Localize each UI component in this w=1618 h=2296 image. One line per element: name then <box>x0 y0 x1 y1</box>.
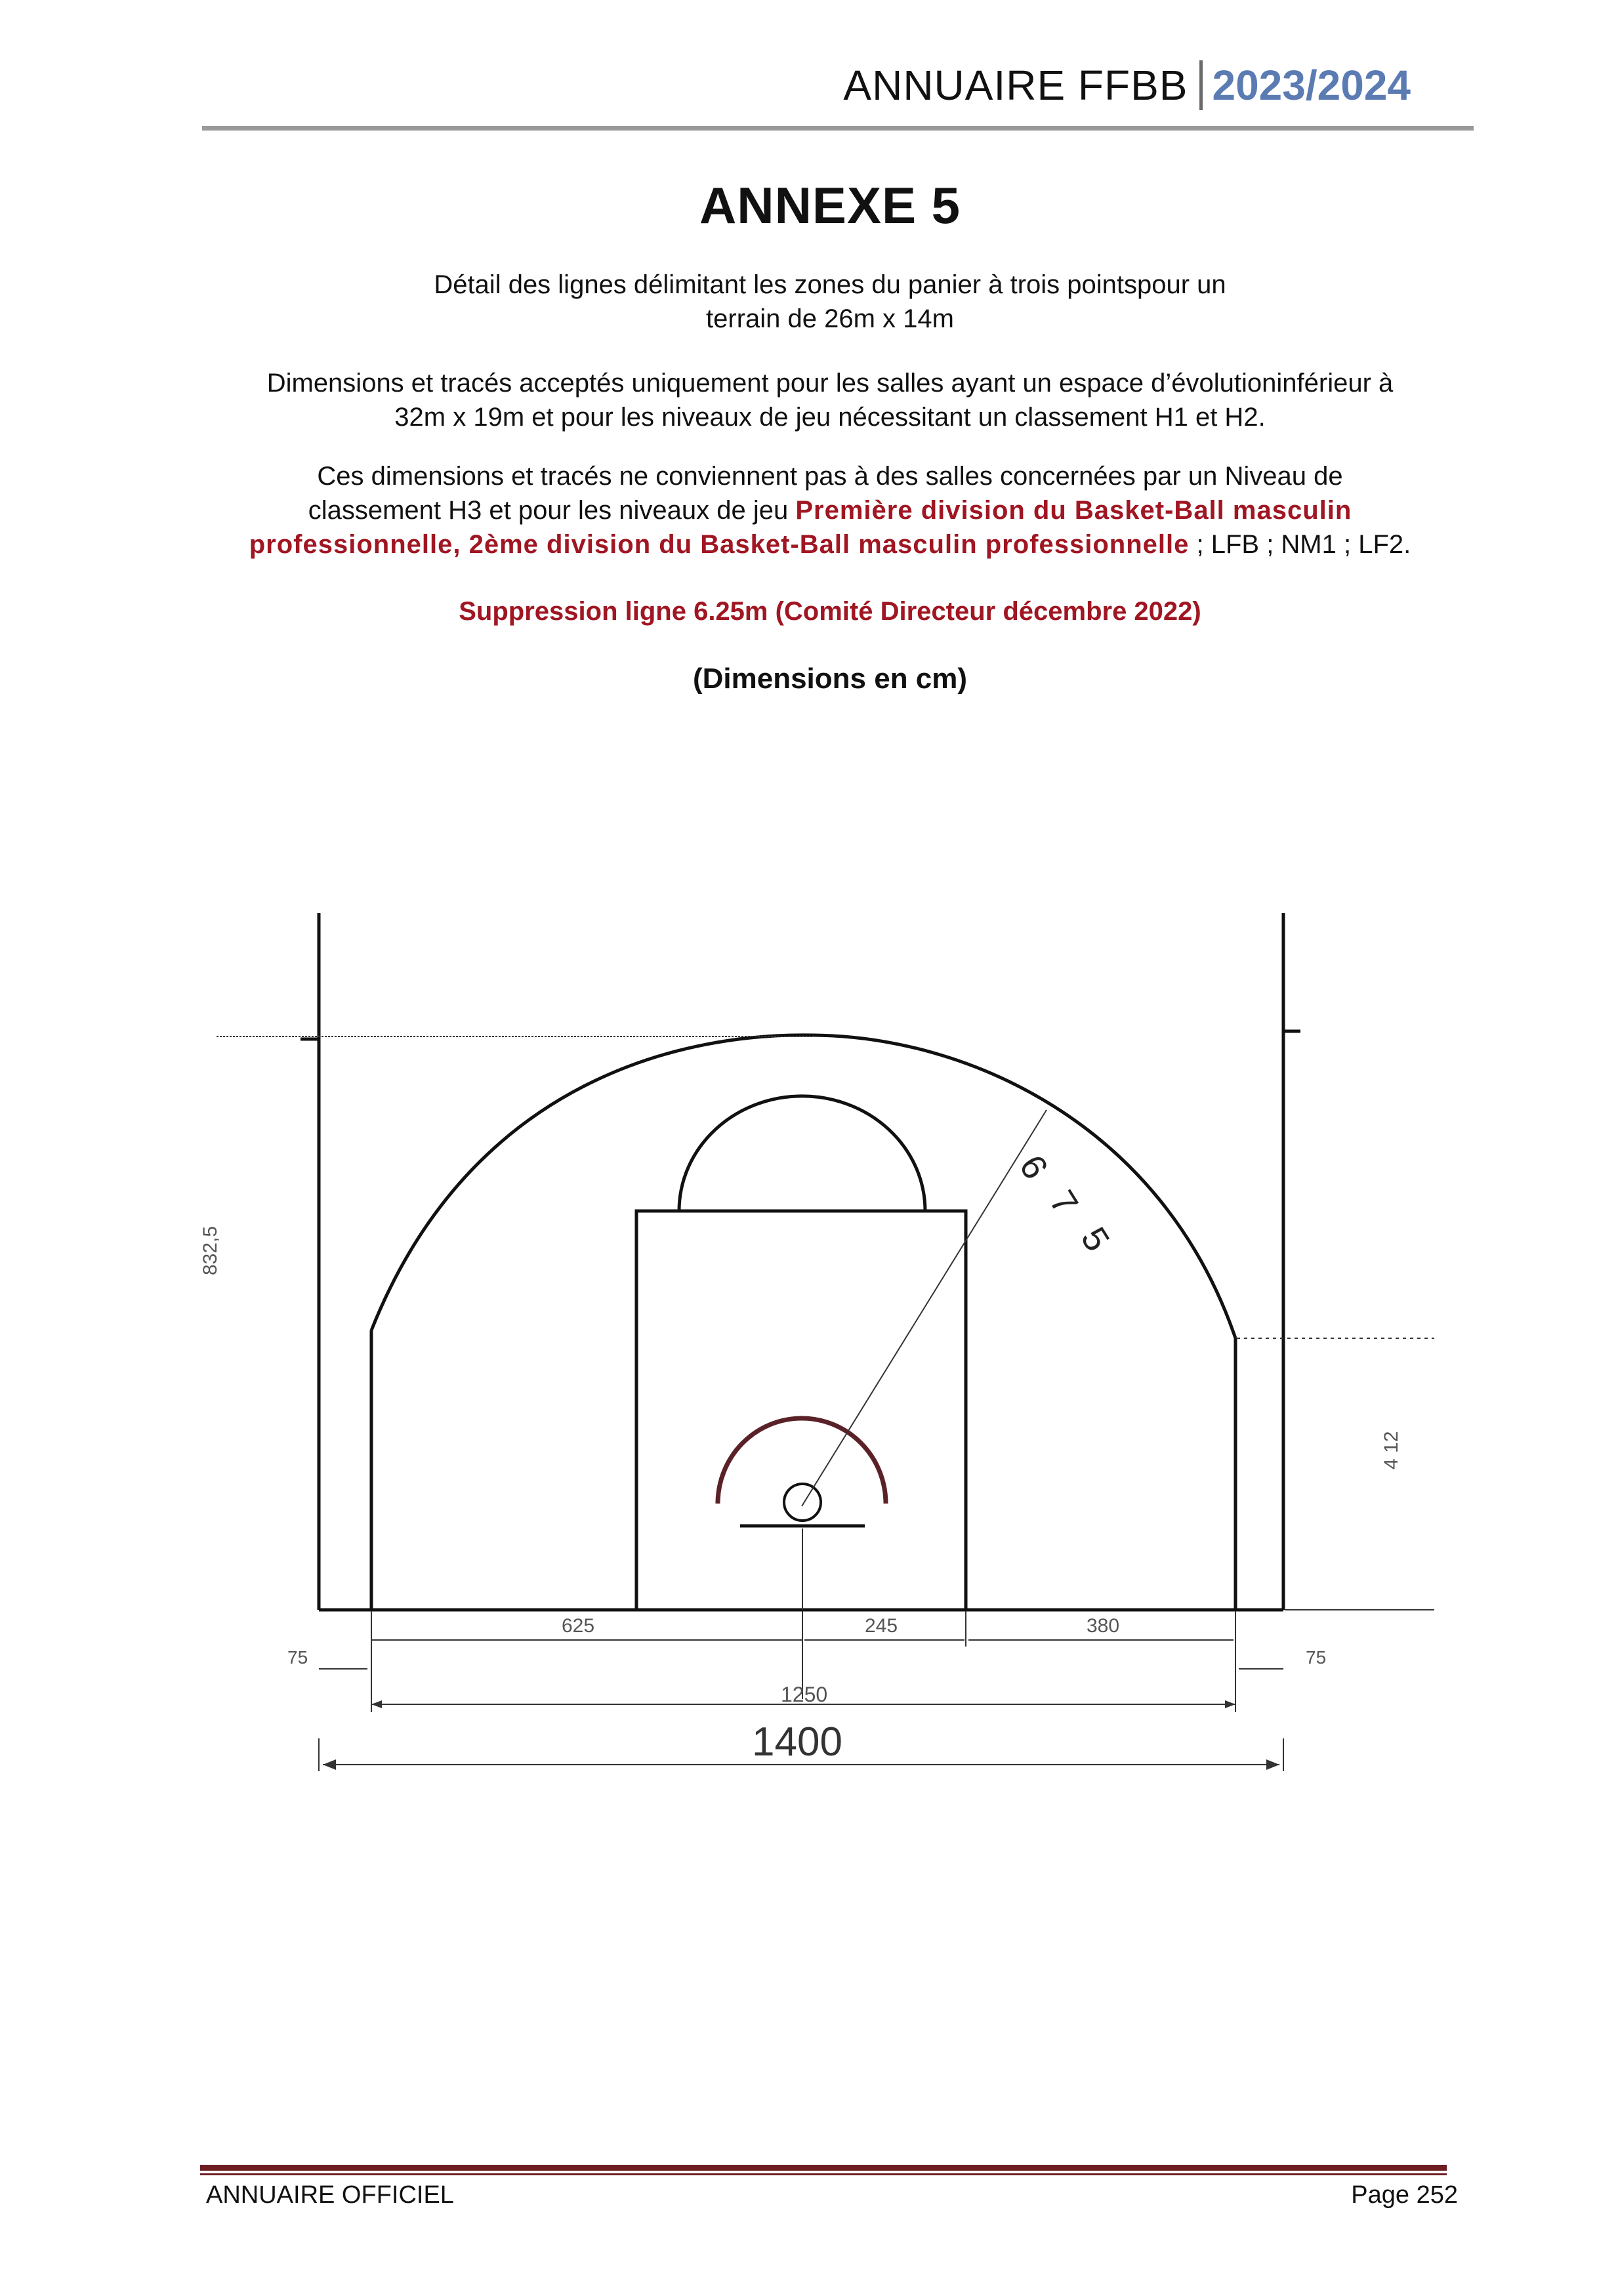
accepted-line-1: Dimensions et tracés acceptés uniquement pour les salles ayant un espace d’évolutioninférieur à <box>266 369 1394 398</box>
dimensions-unit-note: (Dimensions en cm) <box>692 663 968 695</box>
suppression-note: Suppression ligne 6.25m (Comité Directeur décembre 2022) <box>459 597 1201 626</box>
annex-title: ANNEXE 5 <box>699 176 961 234</box>
label-arc-height: 832,5 <box>199 1225 221 1275</box>
radius-digit-5: 5 <box>1073 1220 1117 1258</box>
header-season: 2023/2024 <box>1212 62 1411 109</box>
accepted-line-2: 32m x 19m et pour les niveaux de jeu nécessitant un classement H1 et H2. <box>394 403 1266 432</box>
label-380: 380 <box>1087 1615 1120 1637</box>
arrow-1400-left <box>323 1759 336 1770</box>
label-corner-height: 4 12 <box>1380 1431 1402 1469</box>
no-charge-semicircle <box>718 1418 886 1504</box>
not-suitable-line-3-highlight: professionnelle, 2ème division du Basket-Ball masculin professionnelle <box>249 530 1190 559</box>
label-1250: 1250 <box>781 1683 828 1706</box>
restricted-key <box>636 1211 966 1610</box>
footer-publication: ANNUAIRE OFFICIEL <box>206 2181 454 2209</box>
not-suitable-line-3-text: ; LFB ; NM1 ; LF2. <box>1189 530 1411 559</box>
not-suitable-line-2-text: classement H3 et pour les niveaux de jeu <box>308 496 796 525</box>
not-suitable-line-1: Ces dimensions et tracés ne conviennent pas à des salles concernées par un Niveau de <box>317 462 1343 491</box>
footer-page-number: Page 252 <box>1351 2181 1458 2209</box>
arrow-1250-left <box>371 1700 382 1708</box>
basket-ring <box>784 1484 821 1521</box>
three-point-arc <box>371 1035 1235 1338</box>
not-suitable-line-2-highlight: Première division du Basket-Ball masculin <box>795 496 1352 525</box>
footer-rule-thin <box>200 2173 1447 2175</box>
arrow-1400-right <box>1266 1759 1279 1770</box>
footer-rule-thick <box>200 2165 1447 2171</box>
label-1400: 1400 <box>752 1719 842 1765</box>
label-245: 245 <box>865 1615 898 1637</box>
label-625: 625 <box>562 1615 595 1637</box>
radius-digit-7: 7 <box>1041 1183 1086 1221</box>
radius-guide <box>802 1110 1047 1506</box>
intro-line-1: Détail des lignes délimitant les zones du panier à trois pointspour un <box>434 270 1226 299</box>
radius-digit-6: 6 <box>1011 1148 1056 1186</box>
intro-line-2: terrain de 26m x 14m <box>706 304 954 333</box>
free-throw-arc <box>679 1096 925 1211</box>
header-title: ANNUAIRE FFBB <box>843 62 1188 109</box>
label-75-left: 75 <box>287 1647 308 1668</box>
label-75-right: 75 <box>1306 1647 1327 1668</box>
arrow-1250-right <box>1225 1700 1235 1708</box>
